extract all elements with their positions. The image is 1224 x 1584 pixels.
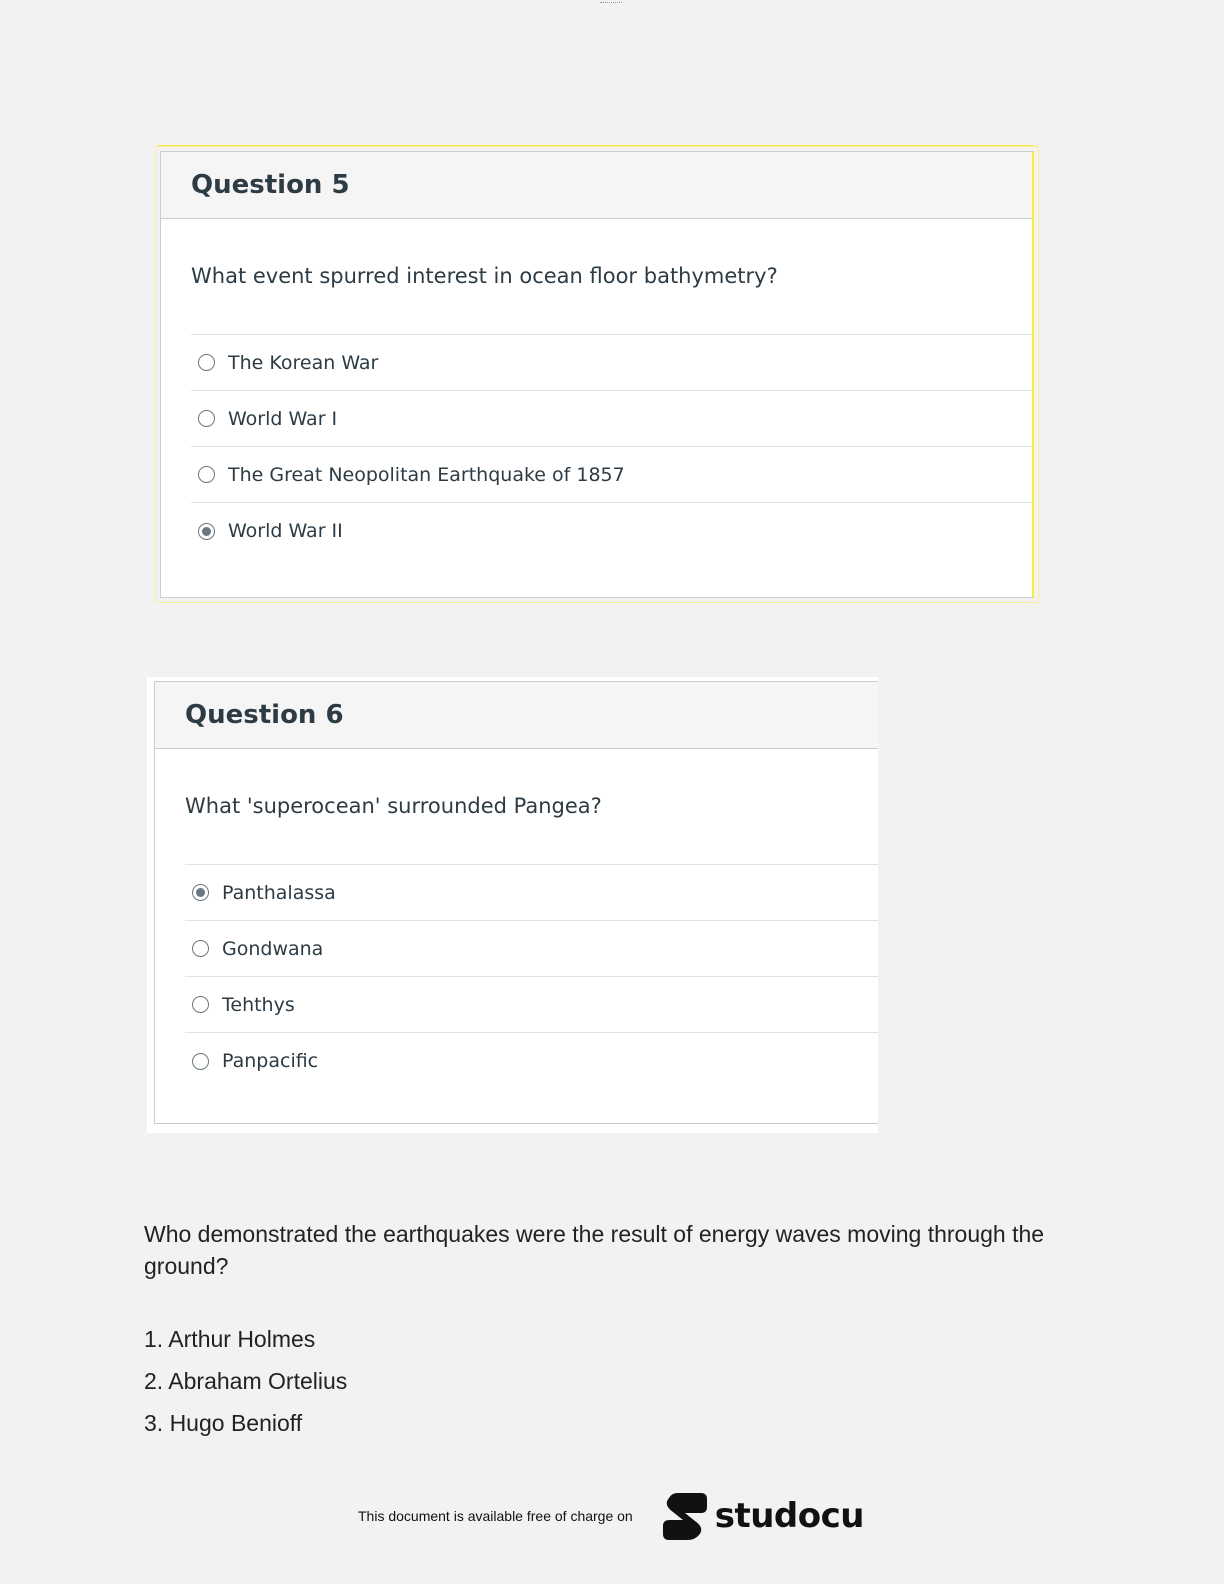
question-7-options	[144, 1318, 347, 1444]
radio-button-icon[interactable]	[198, 410, 215, 427]
answer-label: Gondwana	[222, 937, 324, 960]
answer-option[interactable]	[191, 447, 1032, 503]
answer-option[interactable]	[185, 1033, 878, 1089]
question-6-answers	[185, 864, 878, 1089]
answer-label: Tehthys	[222, 993, 295, 1016]
question-5-title: Question 5	[191, 170, 350, 200]
studocu-wordmark: studocu	[714, 1496, 864, 1536]
answer-label: Panpacific	[222, 1050, 319, 1072]
radio-button-checked-icon[interactable]	[198, 523, 215, 540]
question-5-header	[161, 152, 1032, 219]
radio-button-icon[interactable]	[198, 466, 215, 483]
question-6-text: What 'superocean' surrounded Pangea?	[185, 794, 602, 818]
answer-option[interactable]	[185, 921, 878, 977]
answer-option[interactable]	[191, 335, 1032, 391]
radio-button-icon[interactable]	[198, 354, 215, 371]
studocu-logo-icon	[661, 1491, 709, 1541]
question-5-answers	[191, 334, 1032, 559]
answer-label: World War I	[228, 407, 338, 430]
question-6-title: Question 6	[185, 700, 344, 730]
radio-button-icon[interactable]	[192, 940, 209, 957]
page-top-mark	[600, 0, 622, 3]
question-7-option: 2. Abraham Ortelius	[144, 1368, 348, 1394]
question-7-option: 1. Arthur Holmes	[144, 1326, 316, 1352]
answer-option[interactable]	[191, 391, 1032, 447]
answer-label: The Great Neopolitan Earthquake of 1857	[228, 463, 625, 486]
question-7-text: Who demonstrated the earthquakes were the result of energy waves moving through the ground?	[144, 1221, 1045, 1279]
answer-label: The Korean War	[228, 351, 379, 374]
answer-option[interactable]	[185, 977, 878, 1033]
footer	[358, 1486, 864, 1546]
question-5-card	[160, 151, 1034, 598]
question-5-text: What event spurred interest in ocean floor bathymetry?	[191, 264, 778, 288]
question-6-header	[155, 682, 878, 749]
radio-button-checked-icon[interactable]	[192, 884, 209, 901]
answer-option-selected[interactable]	[185, 865, 878, 921]
answer-option-selected[interactable]	[191, 503, 1032, 559]
footer-text: This document is available free of charge on	[358, 1508, 633, 1524]
radio-button-icon[interactable]	[192, 996, 209, 1013]
radio-button-icon[interactable]	[192, 1053, 209, 1070]
question-6-card	[154, 681, 878, 1124]
question-7-option: 3. Hugo Benioff	[144, 1410, 303, 1436]
answer-label: Panthalassa	[222, 881, 336, 904]
answer-label: World War II	[228, 520, 343, 542]
studocu-logo[interactable]	[661, 1491, 864, 1541]
